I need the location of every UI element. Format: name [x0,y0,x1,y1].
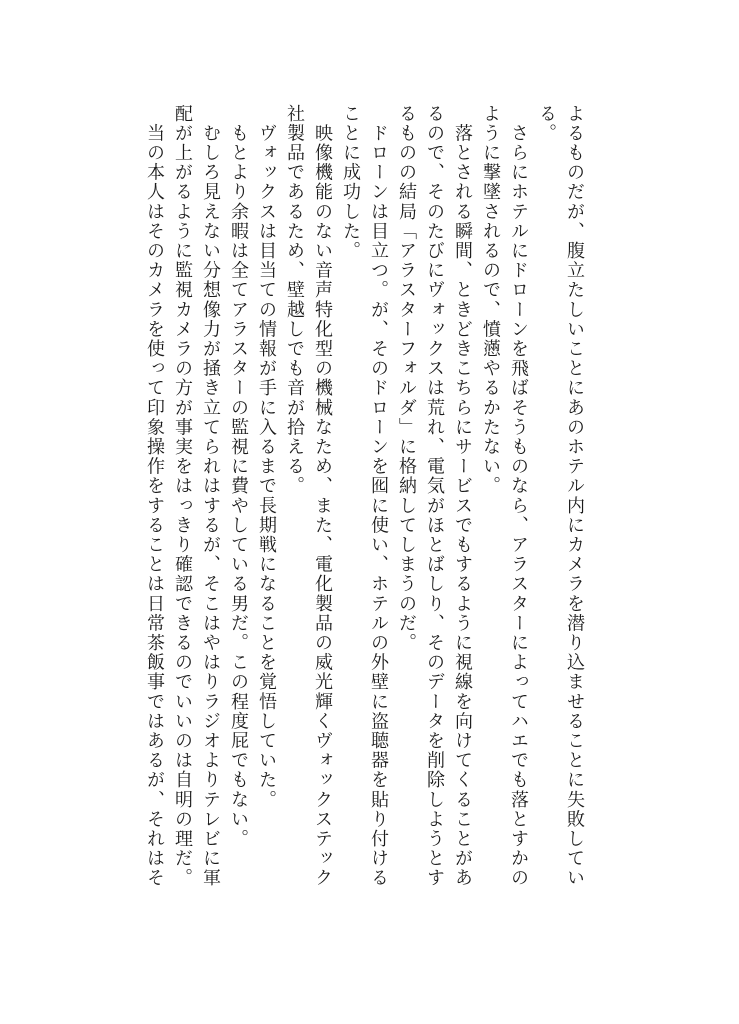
text-line: 社製品であるため、壁越しでも音が拾える。 [284,104,305,496]
text-line: 落とされる瞬間、ときどきこちらにサービスでもするように視線を向けてくることがあ [452,104,473,888]
text-line: ドローンは目立つ。が、そのドローンを囮に使い、ホテルの外壁に盗聴器を貼り付ける [368,104,389,888]
text-line: ように撃墜されるので、憤懣やるかたない。 [480,104,501,496]
text-line: 映像機能のない音声特化型の機械なため、また、電化製品の威光輝くヴォックステック [312,104,333,888]
text-line: 配が上がるように監視カメラの方が事実をはっきり確認できるのでいいのは自明の理だ。 [172,104,193,888]
text-line: ヴォックスは目当ての情報が手に入るまで長期戦になることを覚悟していた。 [256,104,277,810]
text-line: もとより余暇は全てアラスターの監視に費やしている男だ。この程度屁でもない。 [228,104,249,849]
text-line: るものの結局「アラスターフォルダ」に格納してしまうのだ。 [396,104,417,653]
text-line: ことに成功した。 [340,104,361,261]
text-line: さらにホテルにドローンを飛ばそうものなら、アラスターによってハエでも落とすかの [508,104,529,888]
text-line: 当の本人はそのカメラを使って印象操作をすることは日常茶飯事ではあるが、それはそ [144,104,165,888]
text-line: る。 [536,104,557,144]
text-line: るので、そのたびにヴォックスは荒れ、電気がほとばしり、そのデータを削除しようとす [424,104,445,888]
text-line: むしろ見えない分想像力が掻き立てられはするが、そこはやはりラジオよりテレビに軍 [200,104,221,888]
text-line: よるものだが、腹立たしいことにあのホテル内にカメラを潜り込ませることに失敗してい [564,104,585,888]
